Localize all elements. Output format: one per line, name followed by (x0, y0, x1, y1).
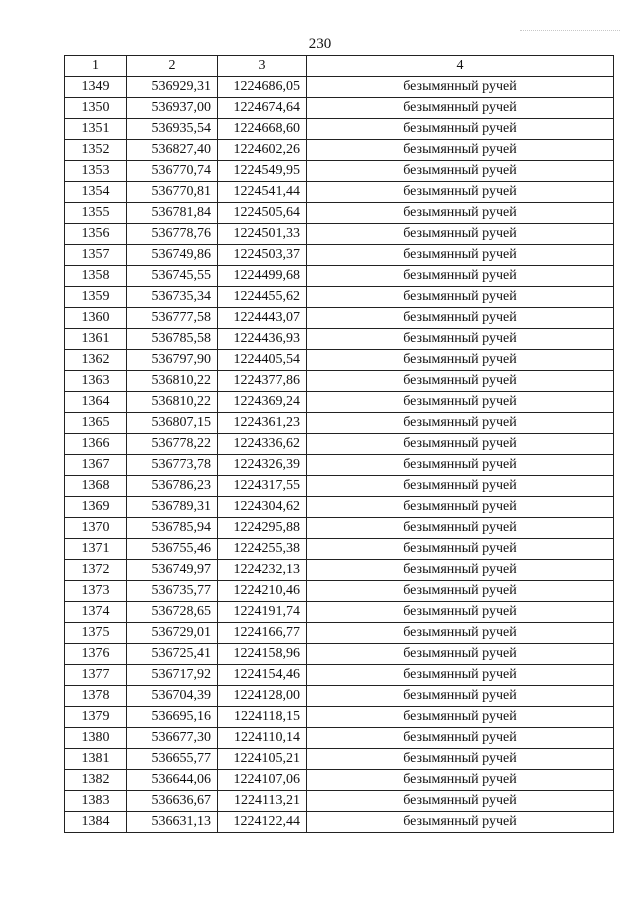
cell-point-number: 1357 (65, 245, 127, 266)
cell-point-number: 1370 (65, 518, 127, 539)
cell-x-coordinate: 536636,67 (127, 791, 218, 812)
cell-x-coordinate: 536789,31 (127, 497, 218, 518)
cell-x-coordinate: 536797,90 (127, 350, 218, 371)
cell-object-name: безымянный ручей (307, 224, 614, 245)
cell-object-name: безымянный ручей (307, 350, 614, 371)
cell-y-coordinate: 1224255,38 (218, 539, 307, 560)
cell-object-name: безымянный ручей (307, 686, 614, 707)
cell-x-coordinate: 536827,40 (127, 140, 218, 161)
table-row (65, 350, 614, 371)
table-row (65, 560, 614, 581)
cell-y-coordinate: 1224674,64 (218, 98, 307, 119)
cell-x-coordinate: 536745,55 (127, 266, 218, 287)
cell-point-number: 1377 (65, 665, 127, 686)
cell-y-coordinate: 1224686,05 (218, 77, 307, 98)
table-row (65, 392, 614, 413)
cell-object-name: безымянный ручей (307, 266, 614, 287)
cell-point-number: 1363 (65, 371, 127, 392)
table-row (65, 770, 614, 791)
cell-y-coordinate: 1224154,46 (218, 665, 307, 686)
cell-x-coordinate: 536729,01 (127, 623, 218, 644)
cell-point-number: 1361 (65, 329, 127, 350)
cell-y-coordinate: 1224128,00 (218, 686, 307, 707)
cell-y-coordinate: 1224210,46 (218, 581, 307, 602)
cell-x-coordinate: 536773,78 (127, 455, 218, 476)
cell-x-coordinate: 536810,22 (127, 392, 218, 413)
cell-x-coordinate: 536655,77 (127, 749, 218, 770)
cell-x-coordinate: 536735,77 (127, 581, 218, 602)
cell-point-number: 1358 (65, 266, 127, 287)
cell-point-number: 1376 (65, 644, 127, 665)
cell-point-number: 1384 (65, 812, 127, 833)
cell-point-number: 1364 (65, 392, 127, 413)
cell-y-coordinate: 1224304,62 (218, 497, 307, 518)
cell-y-coordinate: 1224377,86 (218, 371, 307, 392)
cell-y-coordinate: 1224501,33 (218, 224, 307, 245)
cell-object-name: безымянный ручей (307, 329, 614, 350)
cell-point-number: 1375 (65, 623, 127, 644)
cell-x-coordinate: 536749,86 (127, 245, 218, 266)
table-row (65, 686, 614, 707)
cell-point-number: 1353 (65, 161, 127, 182)
cell-y-coordinate: 1224107,06 (218, 770, 307, 791)
cell-point-number: 1354 (65, 182, 127, 203)
cell-point-number: 1356 (65, 224, 127, 245)
cell-x-coordinate: 536778,76 (127, 224, 218, 245)
table-row (65, 728, 614, 749)
page-number: 230 (308, 36, 332, 52)
cell-point-number: 1374 (65, 602, 127, 623)
cell-point-number: 1372 (65, 560, 127, 581)
cell-point-number: 1351 (65, 119, 127, 140)
table-row (65, 791, 614, 812)
table-row (65, 644, 614, 665)
coordinates-table (64, 55, 614, 833)
cell-x-coordinate: 536644,06 (127, 770, 218, 791)
table-row (65, 707, 614, 728)
column-header-y-coordinate: 3 (218, 56, 307, 77)
cell-object-name: безымянный ручей (307, 98, 614, 119)
cell-y-coordinate: 1224122,44 (218, 812, 307, 833)
cell-object-name: безымянный ручей (307, 791, 614, 812)
cell-object-name: безымянный ручей (307, 308, 614, 329)
cell-object-name: безымянный ручей (307, 476, 614, 497)
cell-x-coordinate: 536704,39 (127, 686, 218, 707)
cell-y-coordinate: 1224158,96 (218, 644, 307, 665)
cell-object-name: безымянный ручей (307, 287, 614, 308)
table-row (65, 812, 614, 833)
table-body (65, 77, 614, 833)
cell-y-coordinate: 1224166,77 (218, 623, 307, 644)
cell-x-coordinate: 536677,30 (127, 728, 218, 749)
cell-y-coordinate: 1224326,39 (218, 455, 307, 476)
cell-point-number: 1359 (65, 287, 127, 308)
table-row (65, 518, 614, 539)
cell-y-coordinate: 1224503,37 (218, 245, 307, 266)
cell-object-name: безымянный ручей (307, 749, 614, 770)
table-row (65, 308, 614, 329)
cell-x-coordinate: 536810,22 (127, 371, 218, 392)
cell-y-coordinate: 1224455,62 (218, 287, 307, 308)
cell-point-number: 1369 (65, 497, 127, 518)
cell-x-coordinate: 536749,97 (127, 560, 218, 581)
cell-x-coordinate: 536725,41 (127, 644, 218, 665)
cell-x-coordinate: 536755,46 (127, 539, 218, 560)
cell-x-coordinate: 536781,84 (127, 203, 218, 224)
cell-y-coordinate: 1224436,93 (218, 329, 307, 350)
cell-object-name: безымянный ручей (307, 182, 614, 203)
cell-x-coordinate: 536929,31 (127, 77, 218, 98)
cell-object-name: безымянный ручей (307, 518, 614, 539)
table-row (65, 476, 614, 497)
table-row (65, 665, 614, 686)
table-row (65, 455, 614, 476)
cell-y-coordinate: 1224295,88 (218, 518, 307, 539)
cell-y-coordinate: 1224110,14 (218, 728, 307, 749)
cell-x-coordinate: 536728,65 (127, 602, 218, 623)
cell-y-coordinate: 1224232,13 (218, 560, 307, 581)
cell-y-coordinate: 1224549,95 (218, 161, 307, 182)
cell-object-name: безымянный ручей (307, 497, 614, 518)
cell-point-number: 1368 (65, 476, 127, 497)
cell-y-coordinate: 1224191,74 (218, 602, 307, 623)
cell-y-coordinate: 1224505,64 (218, 203, 307, 224)
cell-y-coordinate: 1224369,24 (218, 392, 307, 413)
cell-object-name: безымянный ручей (307, 560, 614, 581)
column-header-object-name: 4 (307, 56, 614, 77)
cell-object-name: безымянный ручей (307, 707, 614, 728)
table-row (65, 224, 614, 245)
cell-object-name: безымянный ручей (307, 119, 614, 140)
table-row (65, 413, 614, 434)
cell-x-coordinate: 536777,58 (127, 308, 218, 329)
cell-point-number: 1365 (65, 413, 127, 434)
cell-point-number: 1352 (65, 140, 127, 161)
cell-point-number: 1373 (65, 581, 127, 602)
cell-object-name: безымянный ручей (307, 623, 614, 644)
cell-object-name: безымянный ручей (307, 539, 614, 560)
table-row (65, 581, 614, 602)
cell-point-number: 1380 (65, 728, 127, 749)
table-row (65, 245, 614, 266)
cell-object-name: безымянный ручей (307, 245, 614, 266)
cell-y-coordinate: 1224105,21 (218, 749, 307, 770)
cell-object-name: безымянный ручей (307, 371, 614, 392)
cell-object-name: безымянный ручей (307, 434, 614, 455)
table-row (65, 119, 614, 140)
cell-y-coordinate: 1224668,60 (218, 119, 307, 140)
header-row (65, 56, 614, 77)
cell-object-name: безымянный ручей (307, 77, 614, 98)
table-row (65, 203, 614, 224)
cell-y-coordinate: 1224405,54 (218, 350, 307, 371)
cell-point-number: 1355 (65, 203, 127, 224)
table-row (65, 140, 614, 161)
cell-x-coordinate: 536935,54 (127, 119, 218, 140)
cell-object-name: безымянный ручей (307, 413, 614, 434)
cell-object-name: безымянный ручей (307, 203, 614, 224)
cell-point-number: 1350 (65, 98, 127, 119)
cell-object-name: безымянный ручей (307, 581, 614, 602)
table-row (65, 266, 614, 287)
cell-y-coordinate: 1224113,21 (218, 791, 307, 812)
cell-y-coordinate: 1224602,26 (218, 140, 307, 161)
cell-object-name: безымянный ручей (307, 392, 614, 413)
cell-object-name: безымянный ручей (307, 140, 614, 161)
cell-x-coordinate: 536717,92 (127, 665, 218, 686)
cell-point-number: 1383 (65, 791, 127, 812)
table-row (65, 98, 614, 119)
cell-y-coordinate: 1224443,07 (218, 308, 307, 329)
cell-point-number: 1367 (65, 455, 127, 476)
table-row (65, 602, 614, 623)
table-row (65, 371, 614, 392)
column-header-x-coordinate: 2 (127, 56, 218, 77)
cell-x-coordinate: 536807,15 (127, 413, 218, 434)
cell-point-number: 1378 (65, 686, 127, 707)
table-row (65, 434, 614, 455)
cell-y-coordinate: 1224499,68 (218, 266, 307, 287)
cell-object-name: безымянный ручей (307, 665, 614, 686)
cell-x-coordinate: 536785,58 (127, 329, 218, 350)
cell-y-coordinate: 1224336,62 (218, 434, 307, 455)
cell-object-name: безымянный ручей (307, 770, 614, 791)
cell-x-coordinate: 536631,13 (127, 812, 218, 833)
table-row (65, 161, 614, 182)
cell-point-number: 1362 (65, 350, 127, 371)
table-row (65, 77, 614, 98)
table-row (65, 329, 614, 350)
cell-object-name: безымянный ручей (307, 455, 614, 476)
column-header-point-number: 1 (65, 56, 127, 77)
cell-object-name: безымянный ручей (307, 812, 614, 833)
cell-x-coordinate: 536770,74 (127, 161, 218, 182)
cell-object-name: безымянный ручей (307, 644, 614, 665)
table-row (65, 182, 614, 203)
cell-y-coordinate: 1224317,55 (218, 476, 307, 497)
table-row (65, 287, 614, 308)
cell-object-name: безымянный ручей (307, 602, 614, 623)
cell-x-coordinate: 536735,34 (127, 287, 218, 308)
table-row (65, 749, 614, 770)
cell-x-coordinate: 536937,00 (127, 98, 218, 119)
cell-x-coordinate: 536770,81 (127, 182, 218, 203)
cell-y-coordinate: 1224361,23 (218, 413, 307, 434)
cell-point-number: 1382 (65, 770, 127, 791)
cell-point-number: 1366 (65, 434, 127, 455)
cell-y-coordinate: 1224541,44 (218, 182, 307, 203)
table-row (65, 623, 614, 644)
cell-x-coordinate: 536695,16 (127, 707, 218, 728)
table-row (65, 539, 614, 560)
cell-x-coordinate: 536785,94 (127, 518, 218, 539)
table-header (65, 56, 614, 77)
cell-point-number: 1381 (65, 749, 127, 770)
cell-point-number: 1360 (65, 308, 127, 329)
cell-point-number: 1349 (65, 77, 127, 98)
cell-object-name: безымянный ручей (307, 728, 614, 749)
cell-point-number: 1371 (65, 539, 127, 560)
cell-point-number: 1379 (65, 707, 127, 728)
cell-x-coordinate: 536786,23 (127, 476, 218, 497)
cell-x-coordinate: 536778,22 (127, 434, 218, 455)
cell-y-coordinate: 1224118,15 (218, 707, 307, 728)
cell-object-name: безымянный ручей (307, 161, 614, 182)
table-row (65, 497, 614, 518)
